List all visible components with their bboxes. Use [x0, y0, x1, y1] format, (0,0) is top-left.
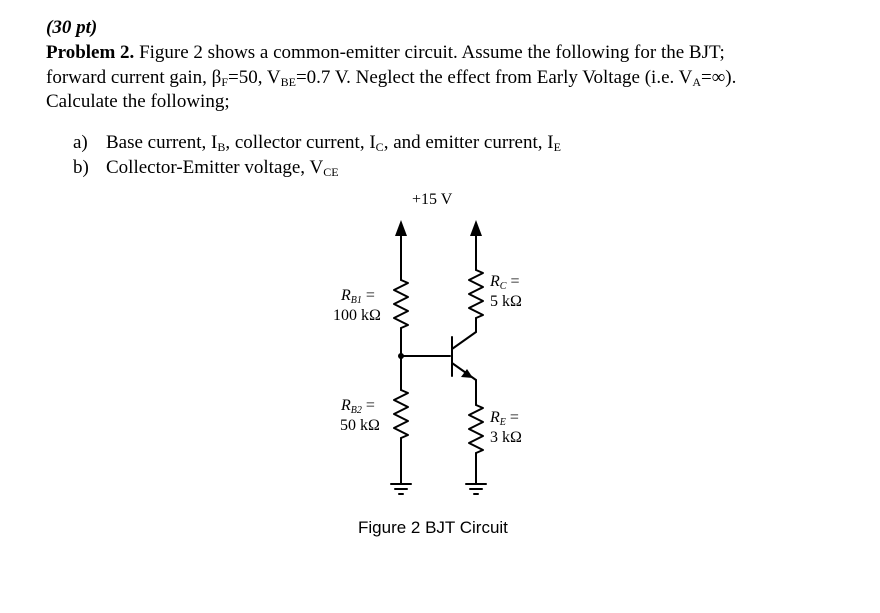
rb2-symbol: $R_{B2}$: [341, 397, 362, 416]
rc-symbol: $R_C$: [490, 273, 507, 292]
vbe-subscript: BE: [280, 74, 296, 89]
rc-value: 5 kΩ: [490, 293, 522, 310]
question-a-text: Base current, I: [106, 132, 218, 153]
ib-subscript: B: [217, 140, 226, 154]
re-symbol: $R_E$: [490, 409, 506, 428]
rb2-label: [341, 397, 375, 415]
ground-right-icon: [466, 484, 486, 494]
npn-transistor: [452, 332, 476, 380]
transistor-collector-lead: [452, 332, 476, 349]
question-a-text: , collector current, I: [225, 132, 376, 153]
va-subscript: A: [692, 74, 702, 89]
question-a-text: , and emitter current, I: [383, 132, 554, 153]
problem-line-2-text: =∞).: [701, 66, 737, 88]
re-resistor: [469, 405, 483, 453]
rb1-label: [341, 287, 375, 305]
points-label: (30 pt): [46, 17, 98, 38]
re-equals: =: [509, 409, 519, 426]
beta-subscript: F: [221, 74, 229, 89]
supply-voltage-label: +15 V: [412, 191, 453, 208]
ground-left-icon: [391, 484, 411, 494]
rb1-value: 100 kΩ: [333, 307, 381, 324]
rc-resistor: [469, 270, 483, 318]
problem-line-2-text: =50, V: [228, 66, 281, 88]
rb1-symbol: $R_{B1}$: [341, 287, 362, 306]
problem-line-2-text: =0.7 V. Neglect the effect from Early Voltage (i.e. V: [295, 66, 693, 88]
question-b-text: Collector-Emitter voltage, V: [106, 157, 324, 178]
figure-caption: Figure 2 BJT Circuit: [358, 518, 508, 537]
rb1-equals: =: [365, 287, 375, 304]
rb1-branch: [394, 235, 408, 356]
ic-subscript: C: [375, 140, 384, 154]
rb2-value: 50 kΩ: [340, 417, 380, 434]
vce-subscript: CE: [323, 165, 339, 179]
rb2-branch: [394, 356, 408, 484]
rc-branch: [469, 235, 483, 332]
rc-label: [490, 273, 519, 291]
rb2-resistor: [394, 390, 408, 438]
problem-line-2-text: forward current gain, β: [46, 66, 222, 88]
problem-number: Problem 2.: [46, 42, 135, 63]
supply-arrow-left-icon: [395, 220, 407, 236]
problem-line-3: Calculate the following;: [46, 91, 230, 112]
re-label: [490, 409, 519, 427]
question-a-label: a): [73, 132, 88, 153]
rc-equals: =: [510, 273, 520, 290]
ie-subscript: E: [553, 140, 561, 154]
base-junction-dot: [398, 353, 404, 359]
re-value: 3 kΩ: [490, 429, 522, 446]
problem-line-1-text: Figure 2 shows a common-emitter circuit. Assume the following for the BJT;: [134, 42, 725, 63]
supply-arrow-right-icon: [470, 220, 482, 236]
rb1-resistor: [394, 280, 408, 328]
question-b-label: b): [73, 157, 89, 178]
rb2-equals: =: [365, 397, 375, 414]
re-branch: [469, 380, 483, 484]
